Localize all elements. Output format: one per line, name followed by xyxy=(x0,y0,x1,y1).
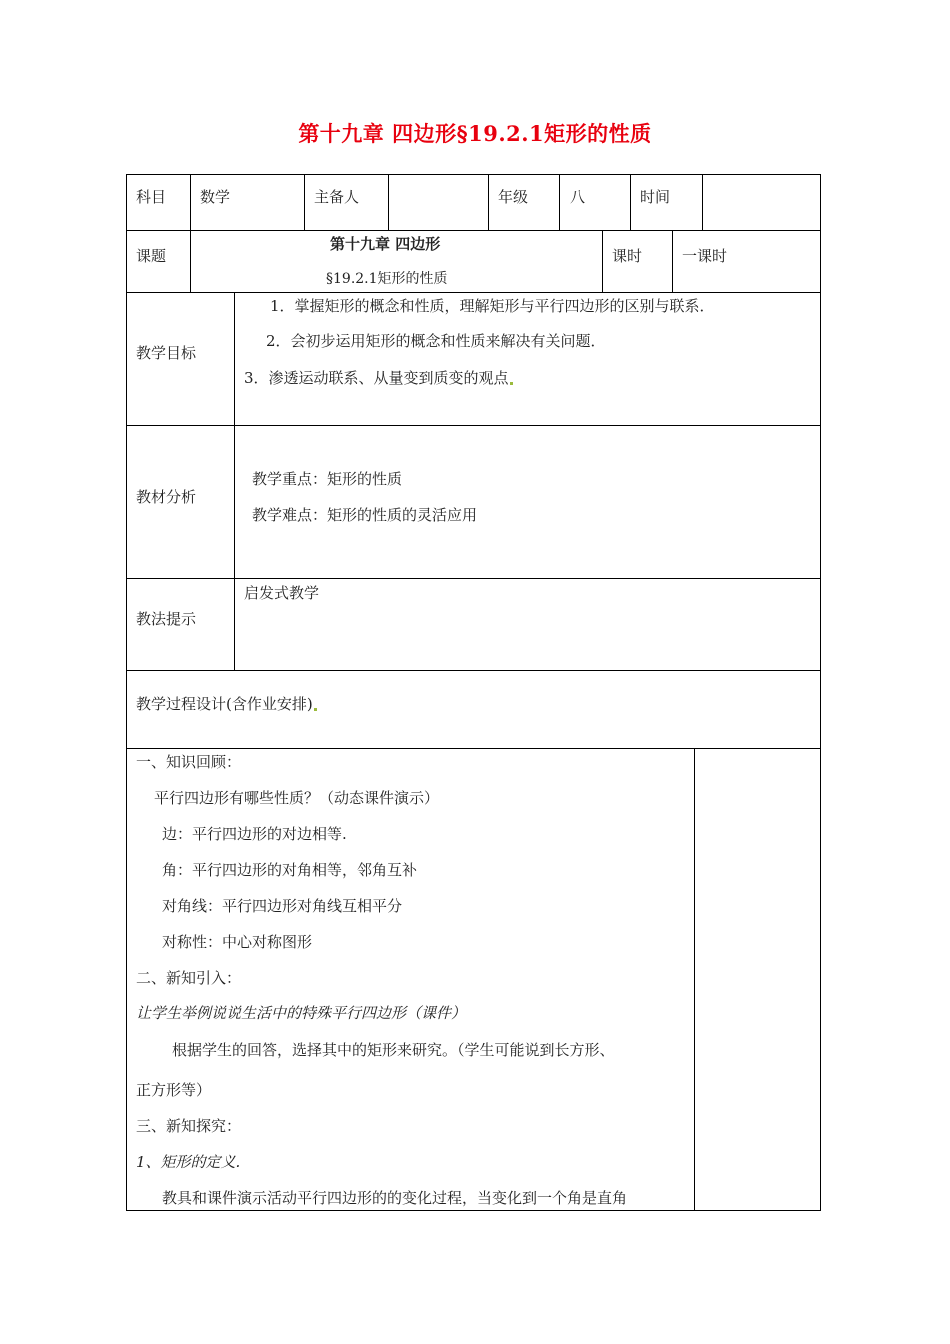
period-label: 课时 xyxy=(612,247,643,265)
period-value: 一课时 xyxy=(682,247,728,265)
col-divider xyxy=(559,174,560,231)
table-border xyxy=(126,174,127,1211)
definition-heading: 1、矩形的定义. xyxy=(136,1153,241,1171)
row-divider xyxy=(126,748,821,749)
row-divider xyxy=(126,670,821,671)
intro-prompt: 让学生举例说说生活中的特殊平行四边形（课件） xyxy=(136,1004,467,1022)
page-title: 第十九章 四边形§19.2.1矩形的性质 xyxy=(298,121,652,146)
analysis-label: 教材分析 xyxy=(136,488,197,506)
method-value: 启发式教学 xyxy=(244,584,320,602)
intro-answer-1: 根据学生的回答，选择其中的矩形来研究。（学生可能说到长方形、 xyxy=(172,1041,615,1059)
subject-value: 数学 xyxy=(200,188,231,206)
review-question: 平行四边形有哪些性质？（动态课件演示） xyxy=(154,789,440,807)
table-border xyxy=(126,174,821,175)
topic-line-2: §19.2.1矩形的性质 xyxy=(326,271,448,287)
col-divider xyxy=(488,174,489,231)
topic-line-1: 第十九章 四边形 xyxy=(330,235,441,253)
col-divider xyxy=(602,230,603,293)
review-diagonal: 对角线：平行四边形对角线互相平分 xyxy=(162,897,403,915)
col-divider xyxy=(190,230,191,293)
col-divider xyxy=(234,292,235,671)
explore-heading: 三、新知探究： xyxy=(136,1117,242,1135)
row-divider xyxy=(126,578,821,579)
review-symmetry: 对称性：中心对称图形 xyxy=(162,933,313,951)
table-border xyxy=(820,174,821,1211)
goal-item-3: 3．渗透运动联系、从量变到质变的观点 xyxy=(244,368,513,388)
col-divider xyxy=(694,748,695,1211)
marker-dot xyxy=(314,708,317,711)
time-label: 时间 xyxy=(640,188,671,206)
row-divider xyxy=(126,425,821,426)
col-divider xyxy=(702,174,703,231)
key-point: 教学重点：矩形的性质 xyxy=(252,470,403,488)
table-border xyxy=(126,1210,821,1211)
grade-value: 八 xyxy=(570,188,586,206)
method-label: 教法提示 xyxy=(136,610,197,628)
row-divider xyxy=(126,230,821,231)
grade-label: 年级 xyxy=(498,188,529,206)
col-divider xyxy=(630,174,631,231)
intro-answer-2: 正方形等） xyxy=(136,1081,212,1099)
review-heading: 一、知识回顾： xyxy=(136,753,242,771)
goal-item-1: 1．掌握矩形的概念和性质，理解矩形与平行四边形的区别与联系． xyxy=(270,297,715,315)
col-divider xyxy=(388,174,389,231)
process-label: 教学过程设计(含作业安排) xyxy=(136,694,317,714)
col-divider xyxy=(672,230,673,293)
intro-heading: 二、新知引入： xyxy=(136,969,242,987)
difficulty: 教学难点：矩形的性质的灵活应用 xyxy=(252,506,478,524)
review-angle: 角：平行四边形的对角相等，邻角互补 xyxy=(162,861,418,879)
review-side: 边：平行四边形的对边相等. xyxy=(162,825,347,843)
marker-dot xyxy=(510,382,513,385)
preparer-label: 主备人 xyxy=(314,188,360,206)
col-divider xyxy=(304,174,305,231)
goal-item-2: 2．会初步运用矩形的概念和性质来解决有关问题． xyxy=(266,332,606,350)
row-divider xyxy=(126,292,821,293)
topic-label: 课题 xyxy=(136,247,167,265)
col-divider xyxy=(190,174,191,231)
goals-label: 教学目标 xyxy=(136,344,197,362)
definition-text: 教具和课件演示活动平行四边形的的变化过程，当变化到一个角是直角 xyxy=(162,1189,628,1207)
subject-label: 科目 xyxy=(136,188,167,206)
